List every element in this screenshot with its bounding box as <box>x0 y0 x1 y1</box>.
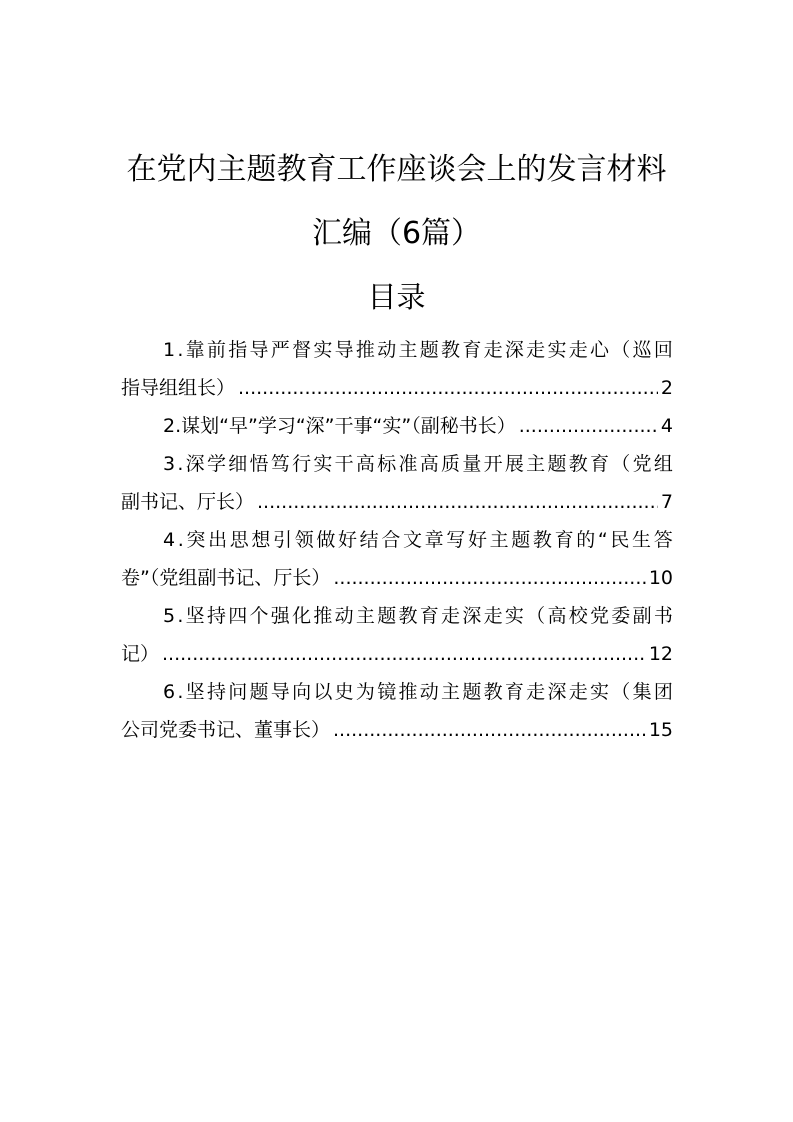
toc-page-number: 12 <box>648 643 673 665</box>
toc-entry-4[interactable] <box>121 521 673 597</box>
toc-entry-6[interactable] <box>121 673 673 749</box>
toc-entry-title-continuation: 公司党委书记、董事长） <box>121 719 331 741</box>
toc-page-number: 2 <box>660 377 673 399</box>
toc-page-number: 15 <box>648 719 673 741</box>
toc-dot-leader <box>519 407 658 445</box>
toc-dot-leader <box>333 711 646 749</box>
toc-entry-title-continuation: 记） <box>121 643 160 665</box>
table-of-contents <box>121 331 673 749</box>
toc-entry-5[interactable] <box>121 597 673 673</box>
toc-entry-title-line: 4 . 突 出 思 想 引 领 做 好 结 合 文 章 写 好 主 题 教 育 的 “ 民 生 答 <box>163 529 673 551</box>
toc-entry-title-continuation: 副书记、厅长） <box>121 491 255 513</box>
toc-entry-title-line: 1 . 靠 前 指 导 严 督 实 导 推 动 主 题 教 育 走 深 走 实 走 心 （ 巡 回 <box>163 339 673 361</box>
toc-entry-title-line: 5 . 坚 持 四 个 强 化 推 动 主 题 教 育 走 深 走 实 （ 高 校 党 委 副 书 <box>163 605 673 627</box>
toc-page-number: 4 <box>660 415 673 437</box>
toc-heading: 目录 <box>367 280 426 314</box>
toc-entry-1[interactable] <box>121 331 673 407</box>
document-title-line-2: 汇编（6篇） <box>311 216 482 251</box>
toc-dot-leader <box>162 635 646 673</box>
toc-dot-leader <box>333 559 645 597</box>
toc-entry-3[interactable] <box>121 445 673 521</box>
toc-entry-title-line: 3 . 深 学 细 悟 笃 行 实 干 高 标 准 高 质 量 开 展 主 题 教 育 （ 党 组 <box>163 453 673 475</box>
toc-entry-2[interactable] <box>121 407 673 445</box>
toc-entry-title-line: 2.谋划“早”学习“深”干事“实”（副秘书长） <box>163 415 516 437</box>
toc-dot-leader <box>257 483 658 521</box>
toc-page-number: 10 <box>648 567 673 589</box>
toc-page-number: 7 <box>660 491 673 513</box>
toc-entry-title-continuation: 指导组组长） <box>121 377 236 399</box>
toc-entry-title-line: 6 . 坚 持 问 题 导 向 以 史 为 镜 推 动 主 题 教 育 走 深 走 实 （ 集 团 <box>163 681 673 703</box>
toc-entry-title-continuation: 卷”（党组副书记、厅长） <box>121 567 331 589</box>
document-title-line-1: 在党内主题教育工作座谈会上的发言材料 <box>126 152 667 187</box>
toc-dot-leader <box>238 369 658 407</box>
